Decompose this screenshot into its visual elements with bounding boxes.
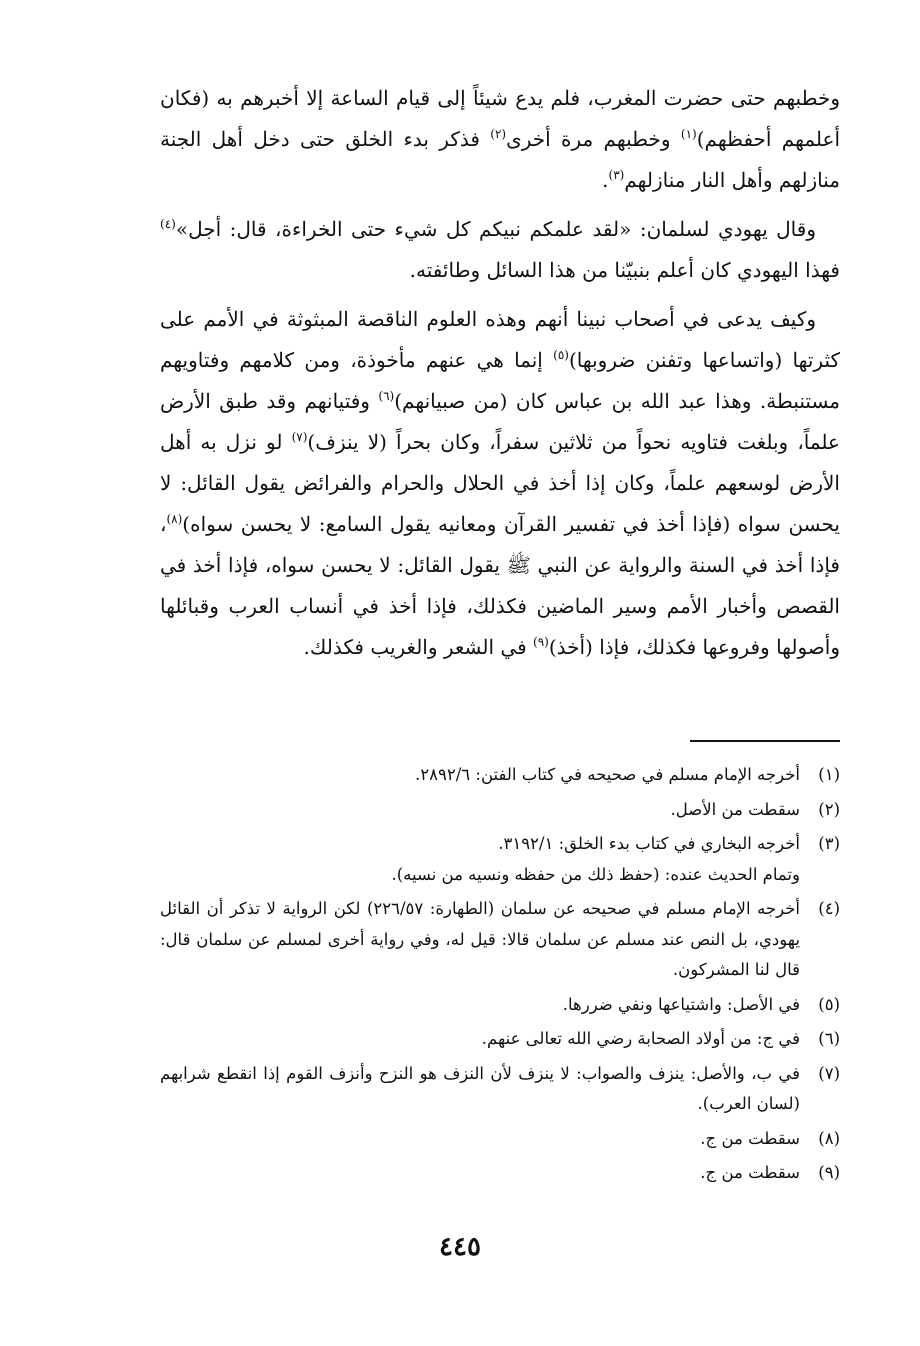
paragraph-text: فذكر بدء الخلق حتى دخل أهل الجنة منازلهم وأهل النار منازلهم xyxy=(160,127,840,192)
footnote-ref-7[interactable]: (٧) xyxy=(291,430,308,444)
paragraph-text: وقال يهودي لسلمان: «لقد علمكم نبيكم كل شيء حتى الخراءة، قال: أجل» xyxy=(175,217,816,241)
footnote-number: (٤) xyxy=(818,899,840,918)
footnote-item xyxy=(160,1158,840,1189)
footnote-separator xyxy=(690,740,840,742)
paragraph-text: وخطبهم مرة أخرى xyxy=(506,127,681,151)
paragraph-text: فهذا اليهودي كان أعلم بنبيّنا من هذا السائل وطائفته. xyxy=(409,258,840,282)
footnote-number: (٣) xyxy=(818,834,840,853)
footnote-text xyxy=(160,795,800,826)
paragraph-2 xyxy=(160,209,840,291)
footnote-text xyxy=(160,829,800,890)
footnote-line: سقطت من الأصل. xyxy=(670,799,800,819)
footnote-line: سقطت من ج. xyxy=(700,1128,800,1148)
footnote-number: (٢) xyxy=(818,799,840,819)
footnote-line: أخرجه الإمام مسلم في صحيحه عن سلمان (الطهارة: ٢٢٦/٥٧) لكن الرواية لا تذكر أن القائل يهودي، بل النص عند مسلم عن سلمان قالا: قيل له، وفي رواية أخرى لمسلم عن سلمان قال: قال لنا المشركون. xyxy=(160,899,801,979)
footnote-item xyxy=(160,894,840,986)
footnote-text xyxy=(160,1158,800,1189)
footnote-ref-3[interactable]: (٣) xyxy=(608,168,625,182)
footnote-line: أخرجه البخاري في كتاب بدء الخلق: ٣١٩٢/١. xyxy=(498,834,800,853)
paragraph-text: لو نزل به أهل الأرض لوسعهم علماً، وكان إذا أخذ في الحلال والحرام والفرائض يقول القائل: لا يحسن سواه (فإذا أخذ في تفسير القرآن ومعانيه يقول السامع: لا يحسن سواه) xyxy=(160,430,840,536)
footnote-line: في الأصل: واشتياعها ونفي ضررها. xyxy=(562,994,800,1014)
footnote-line: أخرجه الإمام مسلم في صحيحه في كتاب الفتن: ٢٨٩٢/٦. xyxy=(415,765,800,784)
footnote-item xyxy=(160,1124,840,1155)
paragraph-1 xyxy=(160,78,840,201)
footnote-ref-6[interactable]: (٦) xyxy=(378,389,395,403)
footnote-text xyxy=(160,1059,800,1120)
paragraph-text: في الشعر والغريب فكذلك. xyxy=(303,635,533,659)
footnote-ref-1[interactable]: (١) xyxy=(680,127,697,141)
footnote-number: (١) xyxy=(818,765,840,784)
footnote-text xyxy=(160,1124,800,1155)
footnote-text xyxy=(160,990,800,1021)
paragraph-text: وكيف يدعى في أصحاب نبينا أنهم وهذه العلوم الناقصة المبثوثة في الأمم على كثرتها (واتساعها وتفنن ضروبها) xyxy=(160,307,840,372)
paragraph-text: وفتيانهم وقد طبق الأرض علماً، وبلغت فتاويه نحواً من ثلاثين سفراً، وكان بحراً (لا ينزف) xyxy=(160,389,840,454)
footnote-ref-4[interactable]: (٤) xyxy=(160,217,176,231)
footnote-item xyxy=(160,990,840,1021)
main-text xyxy=(160,78,840,676)
footnote-item xyxy=(160,829,840,890)
footnote-ref-9[interactable]: (٩) xyxy=(533,635,549,649)
footnote-ref-5[interactable]: (٥) xyxy=(553,348,569,362)
paragraph-text: ، فإذا أخذ في السنة والرواية عن النبي ﷺ يقول القائل: لا يحسن سواه، فإذا أخذ في القصص وأخبار الأمم وسير الماضين فكذلك، فإذا أخذ في أنساب العرب وقبائلها وأصولها وفروعها فكذلك، فإذا (أخذ) xyxy=(160,512,840,659)
footnote-item xyxy=(160,760,840,791)
footnote-number: (٨) xyxy=(818,1128,840,1148)
footnote-line: في ب، والأصل: ينزف والصواب: لا ينزف لأن النزف هو النزح وأنزف القوم إذا انقطع شرابهم (لسان العرب). xyxy=(160,1063,800,1113)
footnote-ref-8[interactable]: (٨) xyxy=(166,512,183,526)
footnote-item xyxy=(160,1059,840,1120)
footnote-line: وتمام الحديث عنده: (حفظ ذلك من حفظه ونسيه من نسيه). xyxy=(391,864,800,884)
footnote-line: في ج: من أولاد الصحابة رضي الله تعالى عنهم. xyxy=(481,1029,800,1048)
page-number: ٤٤٥ xyxy=(439,1232,481,1262)
footnote-item xyxy=(160,1024,840,1055)
footnote-number: (٥) xyxy=(818,994,840,1014)
footnote-text xyxy=(160,1024,800,1055)
footnote-number: (٦) xyxy=(818,1029,840,1048)
footnote-ref-2[interactable]: (٢) xyxy=(490,127,507,141)
footnote-line: سقطت من ج. xyxy=(700,1163,800,1182)
footnote-number: (٧) xyxy=(818,1063,840,1083)
footnote-text xyxy=(160,760,800,791)
paragraph-text: . xyxy=(602,168,609,192)
paragraph-text: إنما هي عنهم مأخوذة، ومن كلامهم وفتاويهم مستنبطة. وهذا عبد الله بن عباس كان (من صبيانهم) xyxy=(160,348,840,413)
footnotes-section xyxy=(160,760,840,1193)
paragraph-text: وخطبهم حتى حضرت المغرب، فلم يدع شيئاً إلى قيام الساعة إلا أخبرهم به (فكان أعلمهم أحفظهم) xyxy=(160,86,841,151)
paragraph-3 xyxy=(160,299,840,668)
footnote-item xyxy=(160,795,840,826)
footnote-text xyxy=(160,894,800,986)
footnote-number: (٩) xyxy=(818,1163,840,1182)
